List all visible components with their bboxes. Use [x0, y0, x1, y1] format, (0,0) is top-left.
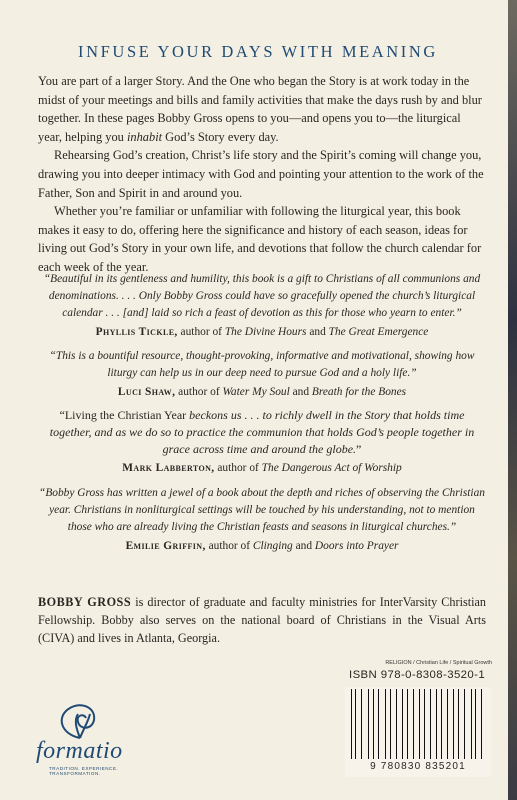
- author-bio: BOBBY GROSS is director of graduate and faculty ministries for InterVarsity Christian Fellowship. Bobby also serves on the national board of Christians in the Visual Arts (CIVA) and lives in Atlanta, Georgia.: [38, 595, 486, 646]
- barcode-number: 9 780830 835201: [370, 761, 466, 772]
- shell-icon: [50, 698, 110, 742]
- back-cover-heading: INFUSE YOUR DAYS WITH MEANING: [78, 42, 438, 61]
- publisher-tagline: TRADITION. EXPERIENCE. TRANSFORMATION.: [49, 766, 119, 777]
- description-paragraph-1: You are part of a larger Story. And the One who began the Story is at work today in the midst of your meetings and bills and family activities that make the days rush by and blur together. In these pages Bobby Gross opens to you—and opens you to—the liturgical year, helping you inhabit God’s Story every day.: [38, 74, 482, 144]
- endorsement-quote: “Living the Christian Year beckons us . . . to richly dwell in the Story that holds time together, and as we do so to practice the communion that holds God’s people together in grace across time and around the globe.”: [49, 408, 475, 456]
- endorsement-quote: “Beautiful in its gentleness and humility, this book is a gift to Christians of all communions and denominations. . . . Only Bobby Gross could have so gracefully opened the church’s liturgical calendar . . . [and] laid so rich a feast of devotion as this for those who yearn to enter.”: [43, 273, 481, 319]
- endorsement-griffin: [38, 485, 486, 555]
- description-paragraph-3: Whether you’re familiar or unfamiliar with following the liturgical year, this book makes it easy to do, offering here the significance and history of each season, ideas for living out God’s Story in your own life, and devotions that follow the church calendar for each week of the year.: [38, 204, 482, 274]
- publisher-name: formatio: [36, 738, 123, 764]
- description-paragraph-2: Rehearsing God’s creation, Christ’s life story and the Spirit’s coming will change you, drawing you into deeper intimacy with God and pointing your attention to the work of the Father, Son and Spirit in and around you.: [38, 148, 484, 200]
- endorsement-shaw: [38, 348, 486, 401]
- category-label: RELIGION / Christian Life / Spiritual Growth: [385, 660, 492, 666]
- endorsement-attribution: Mark Labberton, author of The Dangerous Act of Worship: [122, 462, 402, 474]
- endorsement-attribution: Luci Shaw, author of Water My Soul and Breath for the Bones: [117, 386, 407, 398]
- endorsement-quote: “This is a bountiful resource, thought-provoking, informative and motivational, showing how liturgy can help us in our deep need to pursue God and a holy life.”: [49, 350, 475, 379]
- publisher-logo: [36, 698, 131, 778]
- endorsement-attribution: Emilie Griffin, author of Clinging and Doors into Prayer: [125, 540, 399, 552]
- description: [38, 72, 486, 277]
- author-name: BOBBY GROSS: [38, 595, 132, 609]
- endorsement-labberton: [38, 407, 486, 477]
- barcode: [345, 687, 491, 777]
- endorsement-quote: “Bobby Gross has written a jewel of a book about the depth and riches of observing the Christian year. Christians in nonliturgical settings will be touched by his understanding, not to mention those who are already living the Christian feasts and seasons in liturgical churches.”: [38, 487, 485, 533]
- endorsement-attribution: Phyllis Tickle, author of The Divine Hours and The Great Emergence: [95, 326, 429, 338]
- isbn: ISBN 978-0-8308-3520-1: [349, 669, 486, 681]
- endorsement-tickle: [38, 271, 486, 341]
- book-spine-edge: [508, 0, 517, 800]
- barcode-bars: [351, 689, 487, 759]
